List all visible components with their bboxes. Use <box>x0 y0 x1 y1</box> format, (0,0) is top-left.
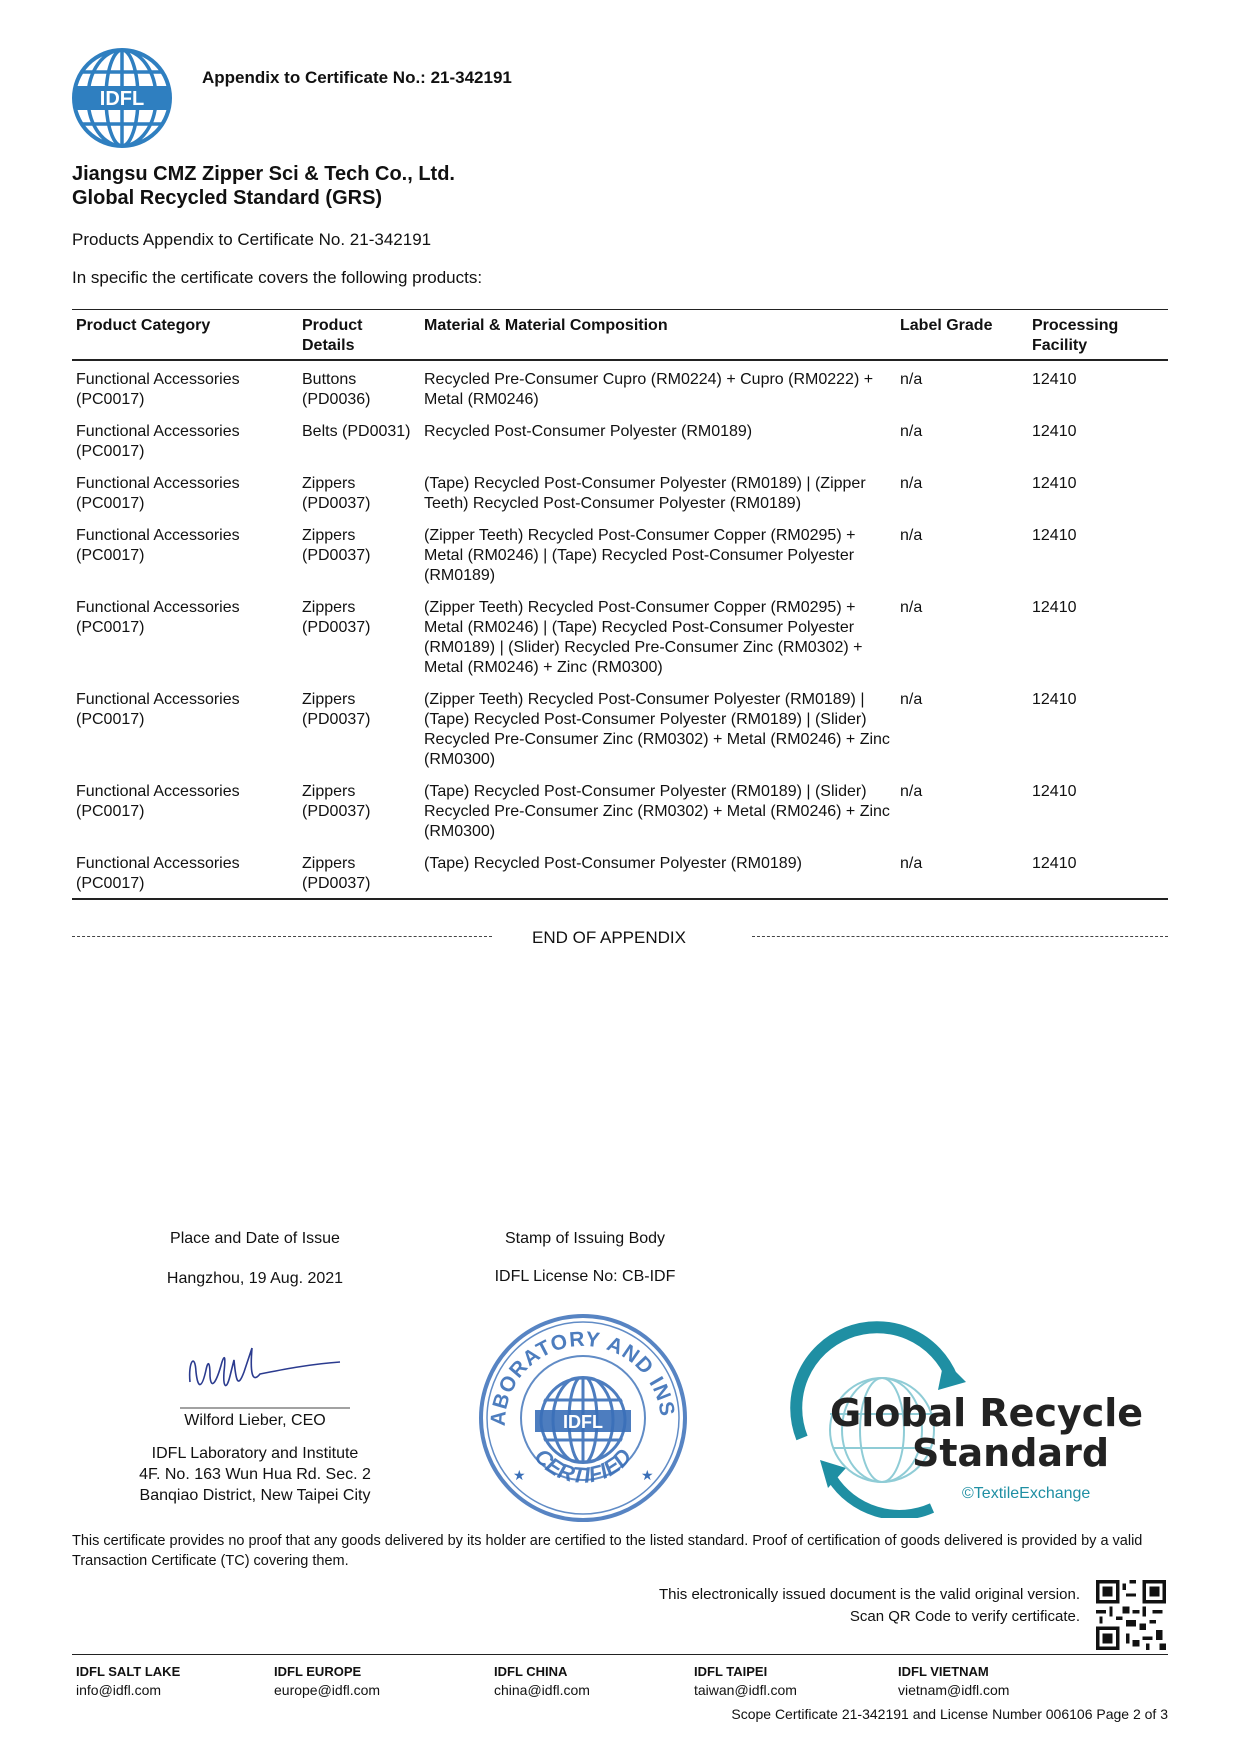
verify-line-2: Scan QR Code to verify certificate. <box>849 1608 1080 1625</box>
standard-name: Global Recycled Standard (GRS) <box>72 187 383 209</box>
office-email[interactable]: info@idfl.com <box>76 1682 162 1698</box>
table-row <box>72 517 1168 589</box>
idfl-certified-stamp <box>477 1312 689 1524</box>
grs-copyright: ©TextileExchange <box>962 1485 1091 1502</box>
cell-label-grade: n/a <box>900 783 923 800</box>
cell-category: Functional Accessories (PC0017) <box>76 475 240 512</box>
grs-logo <box>762 1318 1142 1518</box>
cell-category: Functional Accessories (PC0017) <box>76 371 240 408</box>
place-date-value: Hangzhou, 19 Aug. 2021 <box>166 1270 344 1287</box>
cell-material: (Tape) Recycled Post-Consumer Polyester (RM0189) <box>420 845 896 899</box>
col-header-facility: Processing Facility <box>1028 310 1168 361</box>
table-row <box>72 845 1168 899</box>
cell-material: (Zipper Teeth) Recycled Post-Consumer Copper (RM0295) + Metal (RM0246) | (Tape) Recycled Post-Consumer Polyester (RM0189) <box>424 527 856 584</box>
qr-code-icon[interactable] <box>1096 1580 1166 1650</box>
office-directory <box>72 1654 1168 1698</box>
col-header-details: Product Details <box>298 310 420 361</box>
cell-label-grade: n/a <box>900 475 923 492</box>
office-europe <box>274 1663 380 1699</box>
svg-text:★: ★ <box>641 1467 654 1483</box>
office-vietnam <box>898 1663 1009 1699</box>
verification-note <box>659 1584 1080 1628</box>
idfl-logo <box>70 46 174 150</box>
page-footer: Scope Certificate 21-342191 and License Number 006106 Page 2 of 3 <box>731 1706 1168 1722</box>
company-name: Jiangsu CMZ Zipper Sci & Tech Co., Ltd. <box>72 163 455 185</box>
place-date-label: Place and Date of Issue <box>170 1230 340 1247</box>
signature <box>160 1332 360 1412</box>
products-table <box>72 309 1168 900</box>
stamp-certified-text: CERTIFIED <box>529 1443 637 1488</box>
cell-details: Zippers (PD0037) <box>302 527 371 564</box>
cell-category: Functional Accessories (PC0017) <box>76 783 240 820</box>
cell-material: (Tape) Recycled Post-Consumer Polyester (RM0189) | (Zipper Teeth) Recycled Post-Consumer Polyester (RM0189) <box>424 475 866 512</box>
cell-label-grade: n/a <box>896 845 1028 899</box>
office-name: IDFL EUROPE <box>274 1664 362 1679</box>
grs-line1: Global Recycled <box>830 1391 1142 1435</box>
cell-facility: 12410 <box>1032 423 1077 440</box>
table-row <box>72 413 1168 465</box>
cell-details: Belts (PD0031) <box>302 423 411 440</box>
cell-material: (Tape) Recycled Post-Consumer Polyester (RM0189) | (Slider) Recycled Pre-Consumer Zinc (RM0302) + Metal (RM0246) + Zinc (RM0300) <box>424 783 890 840</box>
cell-facility: 12410 <box>1032 371 1077 388</box>
office-email[interactable]: vietnam@idfl.com <box>898 1682 1010 1698</box>
disclaimer: This certificate provides no proof that any goods delivered by its holder are certified to the listed standard. Proof of certification of goods delivered is provided by a valid Transaction Certificate (TC) covering them. <box>72 1533 1143 1569</box>
table-row <box>72 465 1168 517</box>
cell-facility: 12410 <box>1032 691 1077 708</box>
cell-facility: 12410 <box>1032 783 1077 800</box>
cell-facility: 12410 <box>1032 475 1077 492</box>
table-header-row <box>72 310 1168 361</box>
signer-name: Wilford Lieber, CEO <box>184 1412 326 1429</box>
table-row <box>72 681 1168 773</box>
cell-label-grade: n/a <box>900 371 923 388</box>
appendix-title: Appendix to Certificate No.: 21-342191 <box>202 68 512 87</box>
cell-facility: 12410 <box>1028 845 1168 899</box>
logo-text: IDFL <box>99 88 145 110</box>
cell-label-grade: n/a <box>900 527 923 544</box>
issuer-street: 4F. No. 163 Wun Hua Rd. Sec. 2 <box>139 1466 371 1483</box>
office-name: IDFL CHINA <box>494 1664 568 1679</box>
license-number: IDFL License No: CB-IDF <box>494 1268 676 1285</box>
office-name: IDFL TAIPEI <box>694 1664 768 1679</box>
grs-line2: Standard <box>912 1431 1110 1475</box>
intro-line-1: Products Appendix to Certificate No. 21-342191 <box>72 230 432 249</box>
cell-category: Functional Accessories (PC0017) <box>76 527 240 564</box>
office-salt-lake <box>76 1663 180 1699</box>
company-block <box>72 162 455 210</box>
col-header-material: Material & Material Composition <box>420 310 896 361</box>
col-header-category: Product Category <box>72 310 298 361</box>
office-email[interactable]: taiwan@idfl.com <box>694 1682 797 1698</box>
table-row <box>72 589 1168 681</box>
cell-category: Functional Accessories (PC0017) <box>72 845 298 899</box>
cell-material: Recycled Post-Consumer Polyester (RM0189) <box>424 423 753 440</box>
cell-label-grade: n/a <box>900 691 923 708</box>
issuer-address <box>110 1443 400 1506</box>
cell-material: (Zipper Teeth) Recycled Post-Consumer Copper (RM0295) + Metal (RM0246) | (Tape) Recycled Post-Consumer Polyester (RM0189) | (Slider) Recycled Pre-Consumer Zinc (RM0302) + Metal (RM0246) + Zinc (RM0300) <box>424 599 863 676</box>
end-of-appendix: END OF APPENDIX <box>532 928 686 947</box>
cell-material: Recycled Pre-Consumer Cupro (RM0224) + Cupro (RM0222) + Metal (RM0246) <box>424 371 874 408</box>
office-email[interactable]: china@idfl.com <box>494 1682 590 1698</box>
end-divider-left <box>72 936 492 937</box>
issuer-org: IDFL Laboratory and Institute <box>151 1445 359 1462</box>
stamp-center-text: IDFL <box>563 1412 603 1432</box>
office-taipei <box>694 1663 797 1699</box>
office-email[interactable]: europe@idfl.com <box>274 1682 381 1698</box>
issuer-city: Banqiao District, New Taipei City <box>139 1487 371 1504</box>
svg-text:IDFL LABORATORY AND INSTITUTE <box>477 1312 679 1427</box>
intro-line-2: In specific the certificate covers the following products: <box>72 268 483 287</box>
cell-category: Functional Accessories (PC0017) <box>76 599 240 636</box>
end-divider-right <box>752 936 1168 937</box>
office-china <box>494 1663 590 1699</box>
cell-details: Zippers (PD0037) <box>302 783 371 820</box>
cell-details: Zippers (PD0037) <box>298 845 420 899</box>
table-row <box>72 360 1168 413</box>
stamp-ring-text: ABORATORY AND INS <box>486 1327 679 1427</box>
col-header-label-grade: Label Grade <box>896 310 1028 361</box>
cell-label-grade: n/a <box>900 599 923 616</box>
cell-material: (Zipper Teeth) Recycled Post-Consumer Polyester (RM0189) | (Tape) Recycled Post-Consumer Polyester (RM0189) | (Slider) Recycled Pre-Consumer Zinc (RM0302) + Metal (RM0246) + Zinc (RM0300) <box>424 691 890 768</box>
cell-details: Zippers (PD0037) <box>302 475 371 512</box>
cell-facility: 12410 <box>1032 527 1077 544</box>
cell-category: Functional Accessories (PC0017) <box>76 423 240 460</box>
office-name: IDFL SALT LAKE <box>76 1664 181 1679</box>
cell-details: Zippers (PD0037) <box>302 691 371 728</box>
cell-facility: 12410 <box>1032 599 1077 616</box>
stamp-label: Stamp of Issuing Body <box>504 1230 666 1247</box>
cell-details: Zippers (PD0037) <box>302 599 371 636</box>
cell-details: Buttons (PD0036) <box>302 371 371 408</box>
table-row <box>72 773 1168 845</box>
svg-text:★: ★ <box>513 1467 526 1483</box>
verify-line-1: This electronically issued document is the valid original version. <box>658 1586 1080 1603</box>
cell-category: Functional Accessories (PC0017) <box>76 691 240 728</box>
cell-label-grade: n/a <box>900 423 923 440</box>
office-name: IDFL VIETNAM <box>898 1664 989 1679</box>
